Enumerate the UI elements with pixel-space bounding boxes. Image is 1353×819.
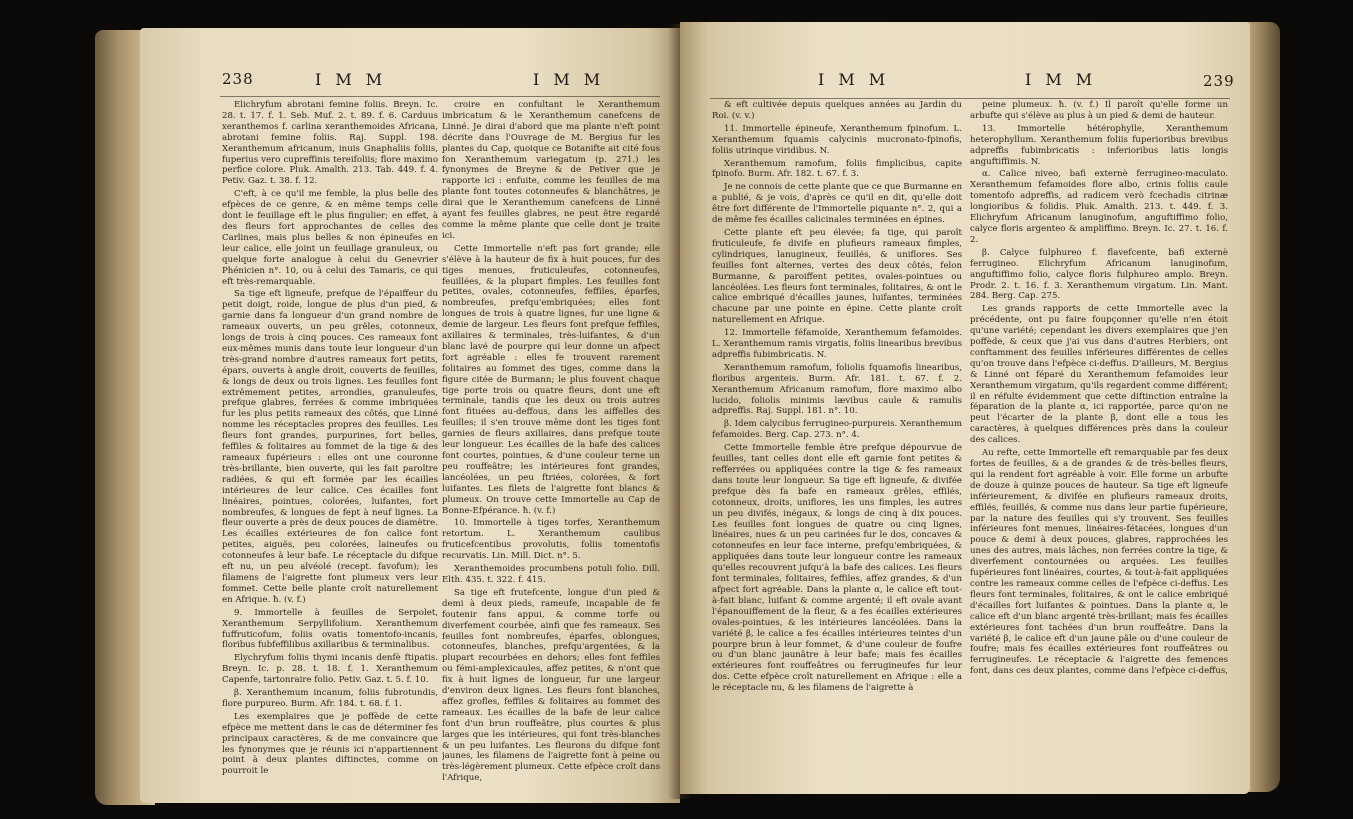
paragraph: 10. Immortelle à tiges torfes, Xeranthemum retortum. L. Xeranthemum caulibus fruticefcentibus provolutis, foliis tomentofis recurvatis. Lin. Mill. Dict. n°. 5. — [442, 518, 660, 562]
paragraph: Sa tige eft frutefcente, longue d'un pied & demi à deux pieds, rameufe, incapable de fe foutenir fans appui, & comme torfe ou diverfement courbée, ainfi que fes rameaux. Ses feuilles font nombreufes, éparfes, oblongues, cotonneufes, blanches, prefqu'argentées, & la plupart recourbées en dehors; elles font feffiles ou fémi-amplexicaules, affez petites, & n'ont que fix à huit lignes de longueur, fur une largeur d'environ deux lignes. Les fleurs font blanches, affez grofles, feffiles & folitaires au fommet des rameaux. Les écailles de la bafe de leur calice font d'un brun rouffeâtre, plus courtes & plus larges que les intérieures, qui font très-blanches & un peu luifantes. Les fleurons du difque font jaunes, les filamens de l'aigrette font à peine ou très-légèrement plumeux. Cette efpèce croît dans l'Afrique, — [442, 587, 660, 784]
paragraph: α. Calice niveo, bafi externè ferrugineo-maculato. Xeranthemum fefamoides flore albo, crinis foliis caule tomentofo adpreffis, ad radicem verò fcechadis citrinæ longioribus & folidis. Pluk. Amalth. 213. t. 449. f. 3. Elichryfum Africanum lanuginofum, anguftiffimo folio, calyce floris argenteo & ampliffimo. Breyn. Ic. 27. t. 16. f. 2. — [970, 169, 1228, 245]
paragraph: Cette plante eft peu élevée; fa tige, qui paroît fruticuleufe, fe divife en plufieurs rameaux fimples, cylindriques, lanugineux, feuillés, & uniflores. Ses feuilles font alternes, vertes des deux côtés, felon Burmanne, & paroiffent petites, ovales-pointues ou lancéolées. Les fleurs font terminales, folitaires, & ont le calice embriqué d'écailles jaunes, luifantes, terminées chacune par une pointe en épine. Cette plante croît naturellement en Afrique. — [712, 227, 962, 326]
paragraph: β. Idem calycibus ferrugineo-purpureis. Xeranthemum fefamoides. Berg. Cap. 273. n°. 4. — [712, 419, 962, 441]
right-page-number: 239 — [1203, 72, 1235, 90]
paragraph: Elychryfum foliis thymi incanis denfè ftipatis. Breyn. Ic. p. 28. t. 18. f. 1. Xeranthemum Capenfe, tartonraire folio. Petiv. Gaz. t. 5. f. 10. — [222, 653, 438, 686]
paragraph: Au refte, cette Immortelle eft remarquable par fes deux fortes de feuilles, & a de grandes & de très-belles fleurs, qui la rendent fort agréable à voir. Elle forme un arbufte de douze à quinze pouces de hauteur. Sa tige eft ligneufe inférieurement, & divifée en plufieurs rameaux droits, effilés, feuillés, & comme nus dans leur partie fupérieure, par la nature des feuilles qui s'y trouvent. Ses feuilles inférieures font menues, linéaires-fétacées, longues d'un pouce & demi à deux pouces, glabres, rapprochées les unes des autres, mais lâches, non ferrées contre la tige, & diverfement contournées ou arquées. Les feuilles fupérieures font linéaires, courtes, & tout-à-fait appliquées contre les rameaux comme celles de l'efpèce ci-deffus. Les fleurs font terminales, folitaires, & ont le calice embriqué d'écailles fort luifantes & pointues. Dans la plante α, le calice eft d'un blanc argenté très-brillant; mais fes écailles extérieures font tachées d'un brun rouffeâtre. Dans la variété β, le calice eft d'un jaune pâle ou d'une couleur de foufre; mais fes écailles extérieures font rouffeâtres ou ferrugineufes. Le réceptacle & l'aigrette des femences font, dans ces deux plantes, comme dans l'efpèce ci-deffus, — [970, 448, 1228, 677]
paragraph: β. Calyce fulphureo f. flavefcente, bafi externè ferrugineo. Elichryfum Africanum lanuginofum, anguftiffimo folio, calyce floris fulphureo amplo. Breyn. Prodr. 2. t. 16. f. 3. Xeranthemum virgatum. Lin. Mant. 284. Berg. Cap. 275. — [970, 247, 1228, 302]
paragraph: Sa tige eft ligneufe, prefque de l'épaiffeur du petit doigt, roide, longue de plus d'un pied, & garnie dans fa longueur d'un grand nombre de rameaux ouverts, un peu grêles, cotonneux, longs de trois à cinq pouces. Ces rameaux font eux-mêmes munis dans toute leur longueur d'un très-grand nombre d'autres rameaux fort petits, épars, ouverts à angle droit, couverts de feuilles, & longs de deux ou trois lignes. Les feuilles font extrêmement petites, arrondies, granuleufes, prefque glabres, ferrées & comme imbriquées fur les plus petits rameaux des côtés, que Linné nomme les réceptacles propres des feuilles. Les fleurs font grandes, purpurines, fort belles, feffiles & folitaires au fommet de la tige & des rameaux fupérieurs : elles ont une couronne très-brillante, bien ouverte, qui les fait paroître radiées, & qui eft formée par les écailles intérieures de leur calice. Ces écailles font linéaires, pointues, colorées, luifantes, fort nombreufes, & longues de fept à neuf lignes. La fleur ouverte a près de deux pouces de diamètre. Les écailles extérieures de fon calice font petites, aiguës, peu colorées, laineufes ou cotonneufes à leur bafe. Le réceptacle du difque eft nu, un peu alvéolé (recept. favofum); les filamens de l'aigrette font plumeux vers leur fommet. Cette belle plante croît naturellement en Afrique. ħ. (v. f.) — [222, 289, 438, 605]
paragraph: β. Xeranthemum incanum, foliis fubrotundis, flore purpureo. Burm. Afr. 184. t. 68. f. 1. — [222, 688, 438, 709]
paragraph: 13. Immortelle hétérophylle, Xeranthemum heterophyllum. Xeranthemum foliis fuperioribus brevibus adpreffis fubimbricatis : inferioribus latis longis anguftiffimis. N. — [970, 123, 1228, 167]
left-column-2 — [442, 100, 660, 800]
right-page-header-1: IMM — [818, 70, 900, 89]
paragraph: 11. Immortelle épineufe, Xeranthemum fpinofum. L. Xeranthemum fquamis calycinis mucronato-fpinofis, foliis utrinque viridibus. N. — [712, 123, 962, 156]
right-page-header-2: IMM — [1025, 70, 1107, 89]
right-page — [680, 22, 1250, 794]
paragraph: Xeranthemum ramofum, foliolis fquamofis linearibus, floribus argenteis. Burm. Afr. 181. t. 67. f. 2. Xeranthemum Africanum ramofum, flore maximo albo lucido, foliolis minimis lævibus caule & ramulis adpreffis. Raj. Suppl. 181. n°. 10. — [712, 362, 962, 417]
left-page-header-2: IMM — [533, 70, 615, 89]
left-header-rule — [220, 96, 660, 97]
paragraph: Elichryfum abrotani femine foliis. Breyn. Ic. 28. t. 17. f. 1. Seb. Muf. 2. t. 89. f. 6. Carduus xeranthemos f. carlina xeranthemoides Africana, abrotani femine foliis. Raj. Suppl. 198. Xeranthemum africanum, inuis Gnaphaliis foliis, fuperius vero cupreffinis tereifoliis; flore maximo perfice colore. Pluk. Amalth. 213. Tab. 449. f. 4. Petiv. Gaz. t. 38. f. 12. — [222, 100, 438, 187]
paragraph: Je ne connois de cette plante que ce que Burmanne en a publié, & je vois, d'après ce qu'il en dit, qu'elle doit être fort différente de l'Immortelle piquante n°. 2, qui a de même fes écailles calicinales terminées en épines. — [712, 182, 962, 226]
right-column-1 — [712, 100, 962, 790]
paragraph: Cette Immortelle femble être prefque dépourvue de feuilles, tant celles dont elle eft garnie font petites & refferrées ou appliquées contre la tige & fes rameaux dans toute leur longueur. Sa tige eft ligneufe, & divifée prefque dès fa bafe en rameaux grêles, effilés, cotonneux, droits, uniflores, les uns fimples, les autres un peu divifés, inégaux, & longs de cinq à dix pouces. Les feuilles font longues de quatre ou cinq lignes, linéaires, nues & un peu carinées fur le dos, concaves & cotonneufes en leur face interne, prefqu'embriquées, & appliquées dans toute leur longueur contre les rameaux qu'elles recouvrent jufqu'à la bafe des calices. Les fleurs font terminales, folitaires, feffiles, affez grandes, & d'un afpect fort agréable. Dans la plante α, le calice eft tout-à-fait blanc, luifant & comme argenté; il eft ovale avant l'épanouiffement de la fleur, & a fes écailles extérieures ovales-pointues, & les intérieures lancéolées. Dans la variété β, le calice a fes écailles intérieures teintes d'un pourpre brun à leur fommet, & d'une couleur de foufre ou d'un blanc jaunâtre à leur bafe; mais fes écailles extérieures font rouffeâtres ou ferrugineufes fur leur dos. Cette efpèce croît naturellement en Afrique : elle a le réceptacle nu, & les filamens de l'aigrette à — [712, 443, 962, 694]
right-column-2 — [970, 100, 1228, 790]
left-column-1 — [222, 100, 438, 800]
paragraph: Cette Immortelle n'eft pas fort grande; elle s'élève à la hauteur de fix à huit pouces, fur des tiges menues, fruticuleufes, cotonneufes, feuillées, & la plupart fimples. Les feuilles font petites, ovales, cotonneufes, feffiles, éparfes, nombreufes, prefqu'embriquées; elles font longues de trois à quatre lignes, fur une ligne & demie de largeur. Les fleurs font prefque feffiles, axillaires & terminales, très-luifantes, & d'un blanc lavé de pourpre qui leur donne un afpect fort agréable : elles fe trouvent rarement folitaires au fommet des tiges, comme dans la figure citée de Burmann; le plus fouvent chaque tige porte trois ou quatre fleurs, dont une eft terminale, tandis que les deux ou trois autres font fituées au-deffous, dans les aiffelles des feuilles; il s'en trouve même dont les tiges font garnies de fleurs axillaires, dans prefque toute leur longueur. Les écailles de la bafe des calices font courtes, pointues, & d'une couleur terne un peu rouffeâtre; les intérieures font grandes, lancéolées, un peu ftriées, colorées, & fort luifantes. Les filets de l'aigrette font blancs & plumeux. On trouve cette Immortelle au Cap de Bonne-Efpérance. ħ. (v. f.) — [442, 243, 660, 516]
left-page — [140, 28, 680, 803]
paragraph: Les grands rapports de cette Immortelle avec la précédente, ont pu faire foupçonner qu'elle n'en étoit qu'une variété; cependant les divers exemplaires que j'en poffède, & ceux que j'ai vus dans d'autres Herbiers, ont conftamment des feuilles inférieures différentes de celles qu'on trouve dans l'efpèce ci-deffus. D'ailleurs, M. Bergius & Linné ont féparé du Xeranthemum fefamoides leur Xeranthemum virgatum, qu'ils regardent comme différent; il en réfulte évidemment que cette diftinction entraîne la féparation de la plante α, ici rapportée, parce qu'on ne peut l'écarter de la plante β, dont elle a tous les caractères, à quelques différences près dans la couleur des calices. — [970, 304, 1228, 446]
paragraph: 9. Immortelle à feuilles de Serpolet, Xeranthemum Serpyllifolium. Xeranthemum fuffruticofum, foliis ovatis tomentofo-incanis, floribus fubfeffilibus axillaribus & terminalibus. — [222, 607, 438, 651]
paragraph: croire en confultant le Xeranthemum imbricatum & le Xeranthemum canefcens de Linné. Je dirai d'abord que ma plante n'eft point décrite dans l'Ouvrage de M. Bergius fur les plantes du Cap, quoique ce Botanifte ait cité fous fon Xeranthemum variegatum (p. 271.) les fynonymes de Breyne & de Petiver que je rapporte ici : enfuite, comme les feuilles de ma plante font toutes cotonneufes & blanchâtres, je dirai que le Xeranthemum canefcens de Linné ayant fes feuilles glabres, ne peut être regardé comme la même plante que celle dont je traite ici. — [442, 100, 660, 241]
paragraph: & eft cultivée depuis quelques années au Jardin du Roi. (v. v.) — [712, 100, 962, 121]
right-header-rule — [710, 98, 1230, 99]
paragraph: Les exemplaires que je poffède de cette efpèce me mettent dans le cas de déterminer fes principaux caractères, & de me convaincre que les fynonymes que je réunis ici n'appartiennent point à deux plantes diftinctes, comme on pourroit le — [222, 711, 438, 777]
paragraph: peine plumeux. ħ. (v. f.) Il paroît qu'elle forme un arbufte qui s'élève au plus à un pied & demi de hauteur. — [970, 100, 1228, 121]
left-page-number: 238 — [222, 70, 254, 88]
paragraph: Xeranthemum ramofum, foliis fimplicibus, capite fpinofo. Burm. Afr. 182. t. 67. f. 3. — [712, 158, 962, 180]
paragraph: C'eft, à ce qu'il me femble, la plus belle des efpèces de ce genre, & en même temps celle dont le feuillage eft le plus fingulier; en effet, à des fleurs fort approchantes de celles des Carlines, mais plus belles & non épineufes en leur calice, elle joint un feuillage granuleux, ou quelque forte analogue à celui du Genevrier Phénicien n°. 10, ou à celui des Tamaris, ce qui eft très-remarquable. — [222, 189, 438, 287]
paragraph: Xeranthemoides procumbens potuli folio. Dill. Elth. 435. t. 322. f. 415. — [442, 564, 660, 585]
paragraph: 12. Immortelle féfamoïde, Xeranthemum fefamoides. L. Xeranthemum ramis virgatis, foliis linearibus brevibus adpreffis fubimbricatis. N. — [712, 328, 962, 360]
left-page-header-1: IMM — [315, 70, 397, 89]
